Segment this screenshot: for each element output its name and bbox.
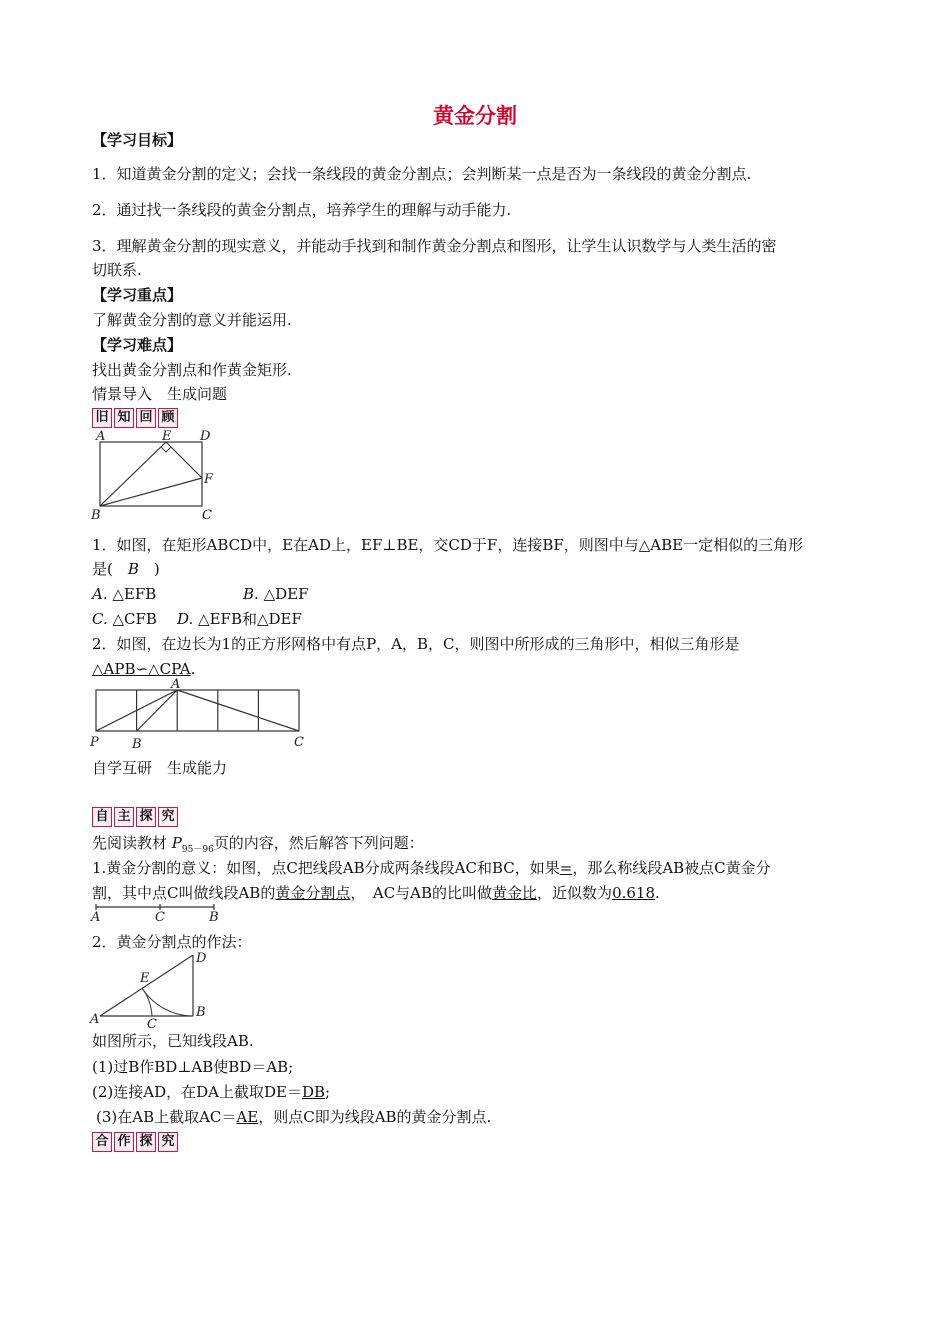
step-3: (3)在AB上截取AC＝AE，则点C即为线段AB的黄金分割点. — [96, 1108, 492, 1126]
fig1-label-e: E — [162, 429, 172, 444]
definition-blank-value: 0.618 — [612, 884, 656, 902]
badge-cooperative — [92, 1132, 178, 1152]
q1-line2: 是( B ) — [92, 560, 160, 578]
fig2-label-b: B — [132, 737, 142, 752]
fig3-label-b: B — [209, 910, 219, 925]
q2-answer: △APB∽△CPA — [92, 660, 191, 678]
badge-char: 顾 — [158, 408, 178, 428]
fig4-label-a: A — [90, 1012, 100, 1027]
section-goals-heading: 【学习目标】 — [92, 131, 183, 149]
definition-line2: 割，其中点C叫做线段AB的黄金分割点， AC与AB的比叫做黄金比，近似数为0.618. — [92, 884, 660, 902]
read-instruction: 先阅读教材 $P_{95-96}$页的内容，然后解答下列问题： — [92, 834, 424, 855]
step-2-blank: DB — [301, 1083, 326, 1101]
q2-line2: △APB∽△CPA. — [92, 660, 196, 678]
section-focus-heading: 【学习重点】 — [92, 286, 183, 304]
badge-char: 究 — [158, 807, 178, 827]
fig2-label-p: P — [90, 735, 99, 750]
figure-grid — [86, 676, 316, 752]
badge-char: 知 — [114, 408, 134, 428]
definition-blank-ratio: = — [559, 859, 573, 877]
fig1-label-c: C — [202, 508, 212, 523]
focus-text: 了解黄金分割的意义并能运用. — [92, 311, 292, 329]
page-title: 黄金分割 — [433, 104, 517, 128]
step-3-blank: AE — [236, 1108, 259, 1126]
figure-rectangle — [90, 428, 220, 523]
q1-option-a: A. △EFB — [92, 585, 157, 603]
goal-3: 3．理解黄金分割的现实意义，并能动手找到和制作黄金分割点和图形，让学生认识数学与人类生活的密 — [92, 237, 777, 255]
fig1-label-b: B — [91, 508, 101, 523]
intro-heading: 情景导入 生成问题 — [92, 385, 228, 403]
fig1-label-d: D — [200, 429, 211, 444]
construction-heading: 2．黄金分割点的作法： — [92, 933, 252, 951]
fig3-label-a: A — [91, 910, 101, 925]
q1-answer: B — [127, 560, 139, 578]
q1-line1: 1．如图，在矩形ABCD中，E在AD上，EF⊥BE，交CD于F，连接BF，则图中与△ABE一定相似的三角形 — [92, 536, 804, 554]
definition-blank-ratio-name: 黄金比 — [492, 884, 538, 902]
figure-segment — [86, 902, 226, 924]
badge-char: 回 — [136, 408, 156, 428]
definition-blank-point: 黄金分割点 — [275, 884, 351, 902]
fig4-label-e: E — [140, 971, 150, 986]
q1-option-c: C. △CFB — [92, 610, 157, 628]
steps-intro: 如图所示，已知线段AB. — [92, 1032, 254, 1050]
fig4-label-b: B — [196, 1005, 206, 1020]
badge-char: 探 — [136, 1132, 156, 1152]
goal-2: 2．通过找一条线段的黄金分割点，培养学生的理解与动手能力. — [92, 201, 512, 219]
badge-char: 究 — [158, 1132, 178, 1152]
section-difficulty-heading: 【学习难点】 — [92, 336, 183, 354]
fig2-label-c: C — [294, 735, 304, 750]
fig1-label-a: A — [96, 429, 106, 444]
fig1-label-f: F — [204, 472, 214, 487]
badge-char: 旧 — [92, 408, 112, 428]
badge-char: 探 — [136, 807, 156, 827]
fig4-label-d: D — [196, 951, 207, 966]
badge-char: 作 — [114, 1132, 134, 1152]
badge-char: 主 — [114, 807, 134, 827]
figure-construction — [86, 950, 216, 1032]
q1-option-b: B. △DEF — [243, 585, 309, 603]
difficulty-text: 找出黄金分割点和作黄金矩形. — [92, 361, 292, 379]
fig3-label-c: C — [155, 910, 165, 925]
fig4-label-c: C — [147, 1017, 157, 1032]
badge-self-study — [92, 807, 178, 827]
fig2-label-a: A — [171, 677, 181, 692]
definition-line1: 1.黄金分割的意义：如图，点C把线段AB分成两条线段AC和BC，如果=，那么称线段AB被点C黄金分 — [92, 859, 771, 877]
badge-char: 自 — [92, 807, 112, 827]
step-1: (1)过B作BD⊥AB使BD＝AB; — [92, 1058, 294, 1076]
q2-line1: 2．如图，在边长为1的正方形网格中有点P，A，B，C，则图中所形成的三角形中，相似三角形是 — [92, 635, 740, 653]
q1-option-d: D. △EFB和△DEF — [177, 610, 302, 628]
badge-review — [92, 408, 178, 428]
step-2: (2)连接AD，在DA上截取DE＝DB; — [92, 1083, 331, 1101]
self-study-heading: 自学互研 生成能力 — [92, 759, 228, 777]
goal-1: 1．知道黄金分割的定义；会找一条线段的黄金分割点；会判断某一点是否为一条线段的黄金分割点. — [92, 165, 752, 183]
goal-3-cont: 切联系. — [92, 261, 142, 279]
badge-char: 合 — [92, 1132, 112, 1152]
